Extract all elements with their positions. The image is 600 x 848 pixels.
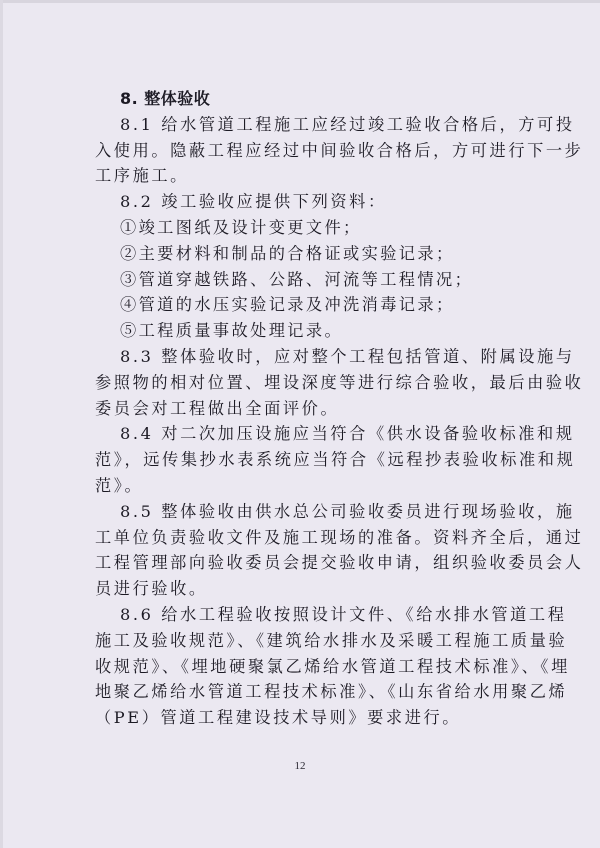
paragraph-8-4 bbox=[95, 421, 576, 498]
paragraph-line: 工程管理部向验收委员会提交验收申请，组织验收委员会人 bbox=[95, 553, 584, 573]
document-body bbox=[95, 86, 584, 731]
paragraph-line: 施工及验收规范》、《建筑给水排水及采暖工程施工质量验 bbox=[95, 630, 568, 650]
paragraph-line: 入使用。隐蔽工程应经过中间验收合格后，方可进行下一步 bbox=[95, 140, 584, 160]
page-number: 12 bbox=[294, 760, 306, 772]
section-heading: 8. 整体验收 bbox=[120, 89, 211, 108]
paragraph-line: 范》，远传集抄水表系统应当符合《远程抄表验收标准和规 bbox=[95, 450, 576, 470]
paragraph-line: 工序施工。 bbox=[95, 166, 189, 186]
paragraph-8-6 bbox=[95, 602, 570, 731]
paragraph-line: 地聚乙烯给水管道工程技术标准》、《山东省给水用聚乙烯 bbox=[95, 682, 568, 702]
paragraph-line: 员进行验收。 bbox=[95, 579, 208, 599]
paragraph-line: 收规范》、《埋地硬聚氯乙烯给水管道工程技术标准》、《埋 bbox=[95, 656, 570, 676]
paragraph-line: 8.1 给水管道工程施工应经过竣工验收合格后，方可投 bbox=[120, 114, 575, 134]
paragraph-line: 工单位负责验收文件及施工现场的准备。资料齐全后，通过 bbox=[95, 527, 584, 547]
list-item: ②主要材料和制品的合格证或实验记录； bbox=[120, 243, 455, 263]
paragraph-line: 8.5 整体验收由供水总公司验收委员进行现场验收，施 bbox=[120, 501, 575, 521]
paragraph-8-3 bbox=[95, 344, 584, 421]
paragraph-8-2 bbox=[95, 189, 520, 344]
paragraph-line: 8.6 给水工程验收按照设计文件、《给水排水管道工程 bbox=[120, 604, 567, 624]
paragraph-line: 8.2 竣工验收应提供下列资料： bbox=[120, 192, 387, 212]
paragraph-line: 参照物的相对位置、埋设深度等进行综合验收，最后由验收 bbox=[95, 372, 584, 392]
paragraph-line: 范》。 bbox=[95, 475, 144, 495]
paragraph-line: 8.3 整体验收时，应对整个工程包括管道、附属设施与 bbox=[120, 346, 575, 366]
paragraph-8-1 bbox=[95, 112, 584, 189]
list-item: ③管道穿越铁路、公路、河流等工程情况； bbox=[120, 269, 474, 289]
paragraph-line: 委员会对工程做出全面评价。 bbox=[95, 398, 340, 418]
paragraph-line: （PE）管道工程建设技术导则》要求进行。 bbox=[95, 708, 462, 728]
paragraph-line: 8.4 对二次加压设施应当符合《供水设备验收标准和规 bbox=[120, 424, 575, 444]
page-edge-left bbox=[0, 0, 3, 848]
page-edge-top bbox=[0, 0, 600, 3]
list-item: ④管道的水压实验记录及冲洗消毒记录； bbox=[120, 295, 455, 315]
list-item: ⑤工程质量事故处理记录。 bbox=[120, 321, 344, 341]
list-item: ①竣工图纸及设计变更文件； bbox=[120, 217, 362, 237]
paragraph-8-5 bbox=[95, 499, 584, 602]
